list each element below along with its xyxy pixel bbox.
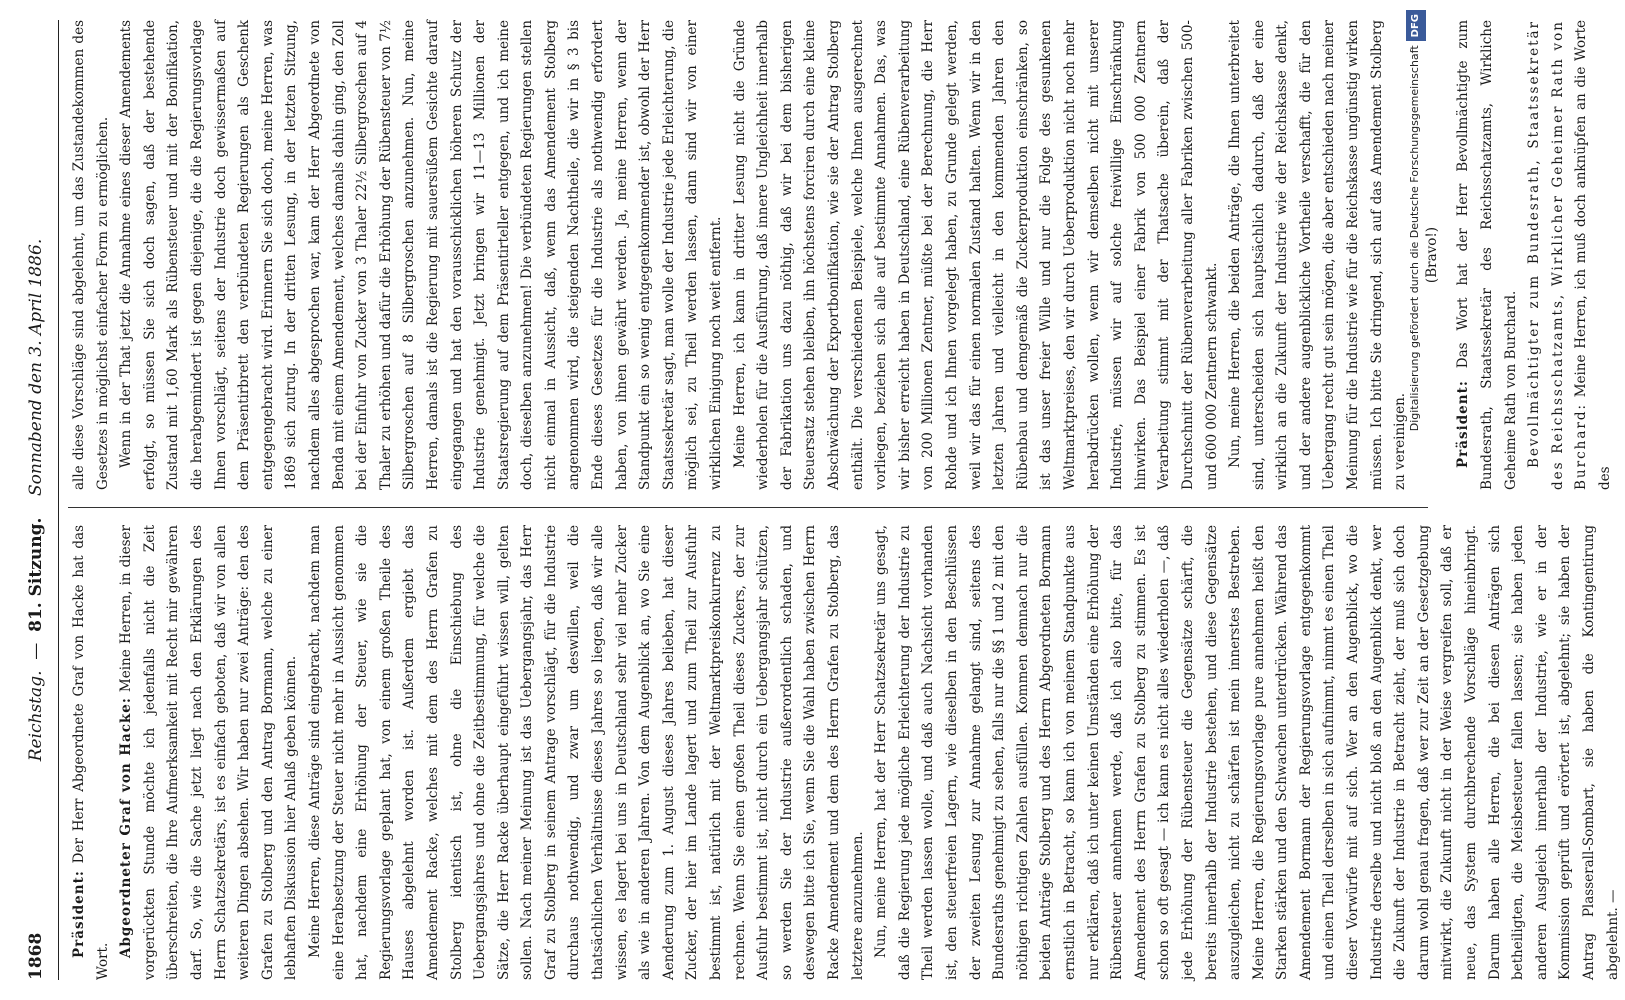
paragraph: [1523, 20, 1617, 490]
paragraph: Meine Herren, ich kann in dritter Lesung nicht die Gründe wiederholen für die Ausführung, daß innere Ungleichheit innerhalb der Fabrikation uns dazu nöthig, daß wir bei dem bisherigen Steuersatz stehen bleiben, ihn höchstens forciren durch eine kleine Abschwächung der Exportbonifikation, wie sie der Antrag Stolberg enthält. Die verschiedenen Beispiele, welche Ihnen ausgerechnet vorliegen, beziehen sich alle auf bestimmte Annahmen. Das, was wir bisher erreicht haben in Deutschland, eine Rübenverarbeitung von 200 Millionen Zentner, müßte bei der Berechnung, die Herr Rohde und ich Ihnen vorgelegt haben, zu Grunde gelegt werden, weil wir das für einen normalen Zustand halten. Wenn wir in den letzten Jahren und vielleicht in den kommenden Jahren den Rübenbau und demgemäß die Zuckerproduktion einschränken, so ist das unser freier Wille und nur die Folge des gesunkenen Weltmarktpreises, den wir durch Ueberproduktion nicht noch mehr herabdrücken wollen, wenn wir demselben nicht mit unserer Industrie, müssen wir auf solche freiwillige Einschränkung hinwirken. Das Beispiel einer Fabrik von 500 000 Zentnern Verarbeitung stimmt mit der Thatsache überein, daß der Durchschnitt der Rübenverarbeitung aller Fabriken zwischen 500- und 600 000 Zentnern schwankt.: [731, 20, 1220, 490]
applause-note: (Bravo!): [1423, 226, 1440, 284]
column-divider: [68, 507, 1428, 508]
page-header: [20, 0, 60, 1000]
speaker-label: Präsident:: [1455, 380, 1472, 468]
paragraph-text: Meine Herren, ich muß doch anknüpfen an die Worte des: [1573, 20, 1613, 490]
paragraph-text: Meine Herren, in dieser vorgerückten Stunde möchte ich jedenfalls nicht die Zeit überschreiten, die Ihre Aufmerksamkeit mit Recht mir gewähren darf. So, wie die Sache jetzt liegt nach den Erklärungen des Herrn Schatzsekretärs, ist es einfach geboten, daß wir von allen weiteren Dingen absehen. Wir haben nur zwei Anträge: den des Grafen zu Stolberg und den Antrag Bormann, welche zu einer lebhaften Diskussion hier Anlaß geben können.: [118, 525, 300, 980]
digitization-credit: [1405, 10, 1425, 990]
paragraph: alle diese Vorschläge sind abgelehnt, um das Zustandekommen des Gesetzes in möglichst einfacher Form zu ermöglichen.: [71, 20, 111, 490]
header-date: Sonnabend den 3. April 1886.: [26, 238, 46, 496]
header-rule: [58, 20, 59, 980]
left-column: [68, 525, 1621, 980]
speaker-label: Präsident:: [71, 870, 87, 958]
speaker-label: Bevollmächtigter zum Bundesrath, Staatssekretär des Reichsschatzamts, Wirklicher Geheimer Rath von Burchard:: [1526, 20, 1590, 490]
paragraph: [1452, 20, 1523, 490]
paragraph: [68, 525, 115, 980]
paragraph: [115, 525, 304, 980]
header-session: 81. Sitzung.: [26, 517, 46, 632]
paragraph: Nun, meine Herren, hat der Herr Schatzsekretär uns gesagt, daß die Regierung jede mögliche Erleichterung der Industrie zu Theil werden lassen wolle, und daß auch Nachsicht vorhanden ist, den steuerfreien Lagern, wie dieselben in den Beschlüssen der zweiten Lesung zur Annahme gelangt sind, seitens des Bundesraths genehmigt zu sehen, falls nur die §§ 1 und 2 mit den nöthigen richtigen Zahlen ausfüllen. Kommen demnach nur die beiden Anträge Stolberg und des Herrn Abgeordneten Bormann ernstlich in Betracht, so kann ich von meinem Standpunkte aus nur erklären, daß ich unter keinen Umständen eine Erhöhung der Rübensteuer annehmen werde, daß ich also bitte, für das Amendement des Herrn Grafen zu Stolberg zu stimmen. Es ist schon so oft gesagt — ich kann es nicht alles wiederholen —, daß jede Erhöhung der Rübensteuer die Gegensätze schärft, die bereits innerhalb der Industrie bestehen, und diese Gegensätze auszugleichen, nicht zu schärfen ist mein innerstes Bestreben. Meine Herren, die Regierungsvorlage pure annehmen heißt den Starken stärken und den Schwachen unterdrücken. Während das Amendement Bormann der Regierungsvorlage entgegenkommt und einen Theil derselben in sich aufnimmt, nimmt es einen Theil dieser Vorwürfe mit auf sich. Wer an den Augenblick, wo die Industrie derselbe und nicht bloß an den Augenblick denkt, wer die Zukunft der Industrie in Betracht zieht, der muß sich doch darum wohl genau fragen, daß wer zur Zeit an der Gesetzgebung mitwirkt, die Zukunft nicht in der Weise vergreifen soll, daß er neue, das System durchbrechende Vorschläge hineinbringt. Darum haben alle Herren, die bei diesen Anträgen sich betheiligten, die Meisbesteuer fallen lassen; sie haben jeden anderen Ausgleich innerhalb der Industrie, wie er in der Kommission geprüft und erörtert ist, abgelehnt; sie haben der Antrag Plasserall-Sombart, sie haben die Kontingentirung abgelehnt. —: [873, 525, 1621, 980]
credit-text: Digitalisierung gefördert durch die Deutsche Forschungsgemeinschaft: [1408, 45, 1421, 432]
paragraph: Wenn in der That jetzt die Annahme eines dieser Amendements erfolgt, so müssen Sie sich doch sagen, daß der bestehende Zustand mit 1,60 Mark als Rübensteuer und mit der Bonifikation, die herabgemindert ist gegen diejenige, die die Regierungsvorlage Ihnen vorschlägt, seitens der Industrie doch gewissermaßen auf dem Präsentirbrett den verbündeten Regierungen als Geschenk entgegengebracht wird. Erinnern Sie sich doch, meine Herren, was 1869 sich zutrug. In der dritten Lesung, in der letzten Sitzung, nachdem alles abgesprochen war, kam der Herr Abgeordnete von Benda mit einem Amendement, welches damals dahin ging, den Zoll bei der Einfuhr von Zucker von 3 Thaler 22½ Silbergroschen auf 4 Thaler zu erhöhen und dafür die Erhöhung der Rübensteuer von 7½ Silbergroschen auf 8 Silbergroschen anzunehmen. Nun, meine Herren, damals ist die Regierung mit sauersüßem Gesichte darauf eingegangen und hat den vorausschicklichen höheren Schutz der Industrie genehmigt. Jetzt bringen wir 11—13 Millionen der Staatsregierung auf dem Präsentirteller entgegen, und ich meine doch, dieselben anzunehmen! Die verbündeten Regierungen stellen nicht einmal in Aussicht, daß, wenn das Amendement Stolberg angenommen wird, die steigenden Nachtheile, die wir in § 3 bis Ende dieses Gesetzes für die Industrie als nothwendig erfordert haben, von ihnen gewährt werden. Ja, meine Herren, wenn der Standpunkt ein so wenig entgegenkommender ist, obwohl der Herr Staatssekretär sagt, man wolle der Industrie jede Erleichterung, die möglich sei, zu Theil werden lassen, dann sind wir von einer wirklichen Einigung noch weit entfernt.: [118, 20, 725, 490]
dfg-logo: DFG: [1406, 10, 1426, 41]
right-column: [68, 20, 1613, 490]
paragraph-text: Das Wort hat der Herr Bevollmächtigte zum Bundesrath, Staatssekretär des Reichsschatzamts, Wirkliche Geheime Rath von Burchard.: [1455, 20, 1519, 490]
page-number: 1868: [26, 932, 46, 980]
header-title: Reichstag. — 81. Sitzung. Sonnabend den 3. April 1886.: [26, 238, 46, 762]
paragraph-text: Der Herr Abgeordnete Graf von Hacke hat das Wort.: [71, 525, 111, 980]
paragraph: Meine Herren, diese Anträge sind eingebracht, nachdem man eine Herabsetzung der Steuer nicht mehr in Aussicht genommen hat, nachdem eine Erhöhung der Steuer, wie sie die Regierungsvorlage geplant hat, von einem großen Theile des Hauses abgelehnt worden ist. Außerdem ergiebt das Amendement Racke, welches mit dem des Herrn Grafen zu Stolberg identisch ist, ohne die Einschiebung des Uebergangsjahres und ohne die Zeitbestimmung, für welche die Sätze, die Herr Racke überhaupt eingeführt wissen will, gelten sollen. Nach meiner Meinung ist das Uebergangsjahr, das Herr Graf zu Stolberg in seinem Antrage vorschlägt, für die Industrie durchaus nothwendig, und zwar um deswillen, weil die thatsächlichen Verhältnisse dieses Jahres so liegen, daß wir alle wissen, es lagert bei uns in Deutschland sehr viel mehr Zucker als wie in anderen Jahren. Von dem Augenblick an, wo Sie eine Aenderung zum 1. August dieses Jahres belieben, hat dieser Zucker, der hier im Lande lagert und zum Theil zur Ausfuhr bestimmt ist, natürlich mit der Weltmarktpreiskonkurrenz zu rechnen. Wenn Sie einen großen Theil dieses Zuckers, der zur Ausfuhr bestimmt ist, nicht durch ein Uebergangsjahr schützen, so werden Sie der Industrie außerordentlich schaden, und deswegen bitte ich Sie, wenn Sie die Wahl haben zwischen Herrn Racke Amendement und dem des Herrn Grafen zu Stolberg, das letztere anzunehmen.: [306, 525, 866, 980]
paragraph: Nun, meine Herren, die beiden Anträge, die Ihnen unterbreitet sind, unterscheiden sich hauptsächlich dadurch, daß der eine wirklich an die Zukunft der Industrie wie der Reichskasse denkt, und der andere augenblickliche Vortheile verschafft, die für den Uebergang recht gut sein mögen, die aber entschieden nach meiner Meinung für die Industrie wie für die Reichskasse ungünstig wirken müssen. Ich bitte Sie dringend, sich auf das Amendement Stolberg zu vereinigen.: [1227, 20, 1409, 490]
header-title-left: Reichstag.: [26, 670, 46, 762]
speaker-label: Abgeordneter Graf von Hacke:: [118, 697, 135, 958]
